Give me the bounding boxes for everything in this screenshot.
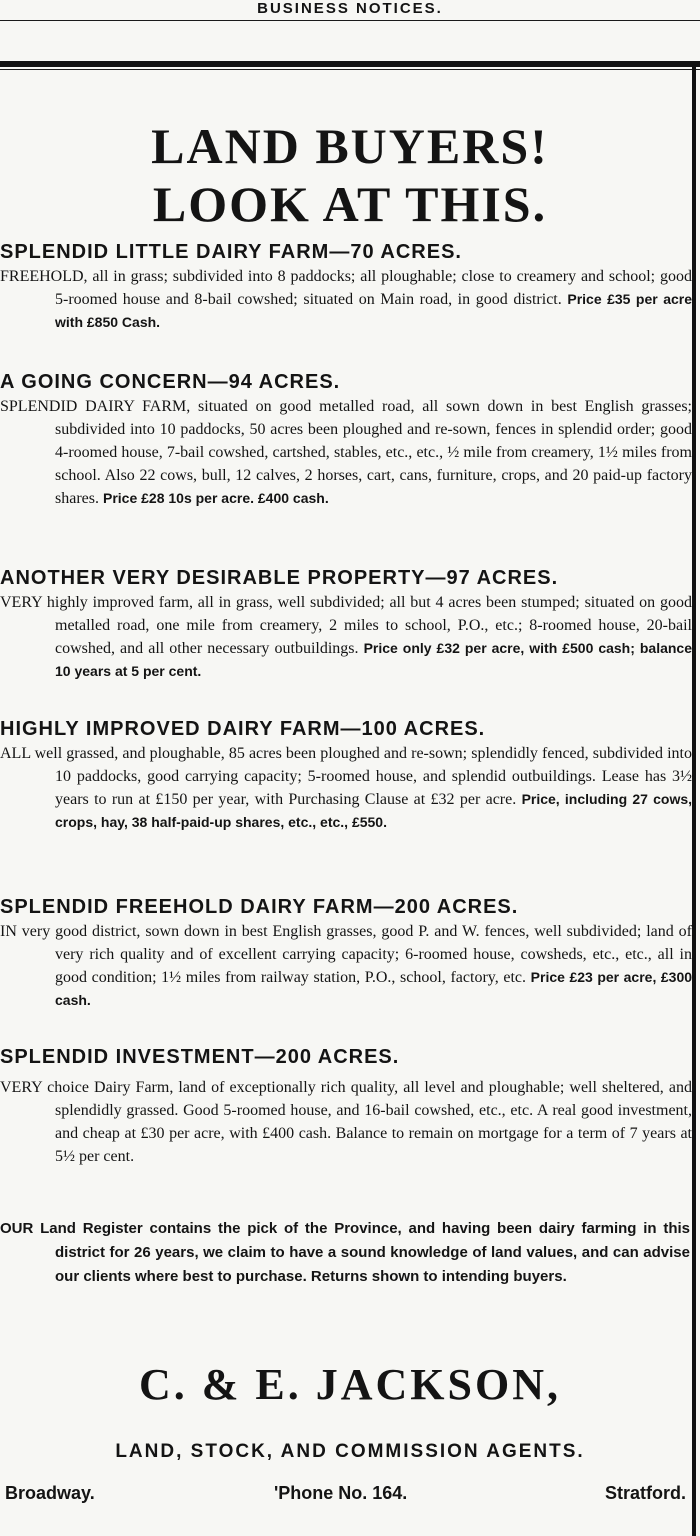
- listing-description: [0, 395, 692, 510]
- header-rule: [0, 20, 700, 21]
- listing-100-acres: [0, 718, 692, 834]
- section-header: BUSINESS NOTICES.: [257, 0, 443, 17]
- firm-name: C. & E. JACKSON,: [138, 1360, 562, 1409]
- listing-title: SPLENDID FREEHOLD DAIRY FARM—200 ACRES.: [0, 896, 519, 918]
- column-rule: [692, 66, 696, 1536]
- listing-body: FREEHOLD, all in grass; subdivided into 8 paddocks; all ploughable; close to creamery and school; good 5-roomed house and 8-bail cowshed; situated on Main road, in good district.: [0, 268, 692, 308]
- listing-price: Price £23 per acre, £300 cash.: [55, 969, 693, 1008]
- listing-price: Price, including 27 cows, crops, hay, 38 half-paid-up shares, etc., etc., £550.: [55, 791, 693, 830]
- headline-line-1: LAND BUYERS!: [151, 118, 549, 174]
- listing-200-acres-investment: [0, 1046, 692, 1168]
- listing-body: ALL well grassed, and ploughable, 85 acres been ploughed and re-sown; splendidly fenced, subdivided into 10 paddocks, good carrying capacity; 5-roomed house, and splendid outbuildings. Lease has 3½ years to run at £150 per year, with Purchasing Clause at £32 per acre.: [0, 745, 692, 808]
- listing-97-acres: [0, 567, 692, 683]
- phone-number: 'Phone No. 164.: [274, 1483, 408, 1503]
- listing-description: [0, 265, 692, 334]
- listing-body: IN very good district, sown down in best English grasses, good P. and W. fences, well subdivided; land of very rich quality and of excellent carrying capacity; 6-roomed house, cowsheds, etc., etc., all in good condition; 1½ miles from railway station, P.O., school, factory, etc.: [0, 923, 692, 986]
- top-rule-thin: [0, 69, 700, 70]
- listing-94-acres: [0, 371, 692, 510]
- listing-description: [0, 742, 692, 834]
- listing-description: [0, 591, 692, 683]
- listing-title: ANOTHER VERY DESIRABLE PROPERTY—97 ACRES.: [0, 567, 559, 589]
- listing-description: [0, 920, 692, 1012]
- address-left: Broadway.: [5, 1483, 95, 1503]
- top-rule-thick: [0, 61, 700, 67]
- firm-tagline: LAND, STOCK, AND COMMISSION AGENTS.: [115, 1441, 585, 1462]
- address-right: Stratford.: [605, 1483, 686, 1503]
- listing-title: SPLENDID LITTLE DAIRY FARM—70 ACRES.: [0, 241, 462, 263]
- listing-price: Price £35 per acre with £850 Cash.: [55, 291, 693, 330]
- listing-body: VERY highly improved farm, all in grass, well subdivided; all but 4 acres been stumped; situated on good metalled road, one mile from creamery, 2 miles to school, P.O., etc.; 8-roomed house, 20-bail cowshed, and all other necessary outbuildings.: [0, 594, 692, 657]
- listing-70-acres: [0, 241, 692, 334]
- listing-price: Price only £32 per acre, with £500 cash; balance 10 years at 5 per cent.: [55, 640, 692, 679]
- listing-200-acres-freehold: [0, 896, 692, 1012]
- listing-body: SPLENDID DAIRY FARM, situated on good metalled road, all sown down in best English grasses; subdivided into 10 paddocks, 50 acres been ploughed and re-sown, fences in splendid order; good 4-roomed house, 7-bail cowshed, cartshed, stables, etc., etc., ½ mile from creamery, 1½ miles from school. Also 22 cows, bull, 12 calves, 2 horses, cart, cans, furniture, crops, and 20 paid-up factory shares.: [0, 398, 692, 507]
- listing-price: Price £28 10s per acre. £400 cash.: [102, 490, 329, 506]
- listing-description: [0, 1076, 692, 1168]
- land-register-note: OUR Land Register contains the pick of the Province, and having been dairy farming in this district for 26 years, we claim to have a sound knowledge of land values, and can advise our clients where best to purchase. Returns shown to intending buyers.: [0, 1220, 690, 1285]
- listing-body: VERY choice Dairy Farm, land of exceptionally rich quality, all level and ploughable; well sheltered, and splendidly grassed. Good 5-roomed house, and 16-bail cowshed, etc., etc. A real good investment, and cheap at £30 per acre, with £400 cash. Balance to remain on mortgage for a term of 7 years at 5½ per cent.: [0, 1079, 692, 1165]
- listing-title: A GOING CONCERN—94 ACRES.: [0, 371, 341, 393]
- listing-title: SPLENDID INVESTMENT—200 ACRES.: [0, 1046, 400, 1068]
- headline-line-2: LOOK AT THIS.: [152, 176, 548, 232]
- listing-title: HIGHLY IMPROVED DAIRY FARM—100 ACRES.: [0, 718, 486, 740]
